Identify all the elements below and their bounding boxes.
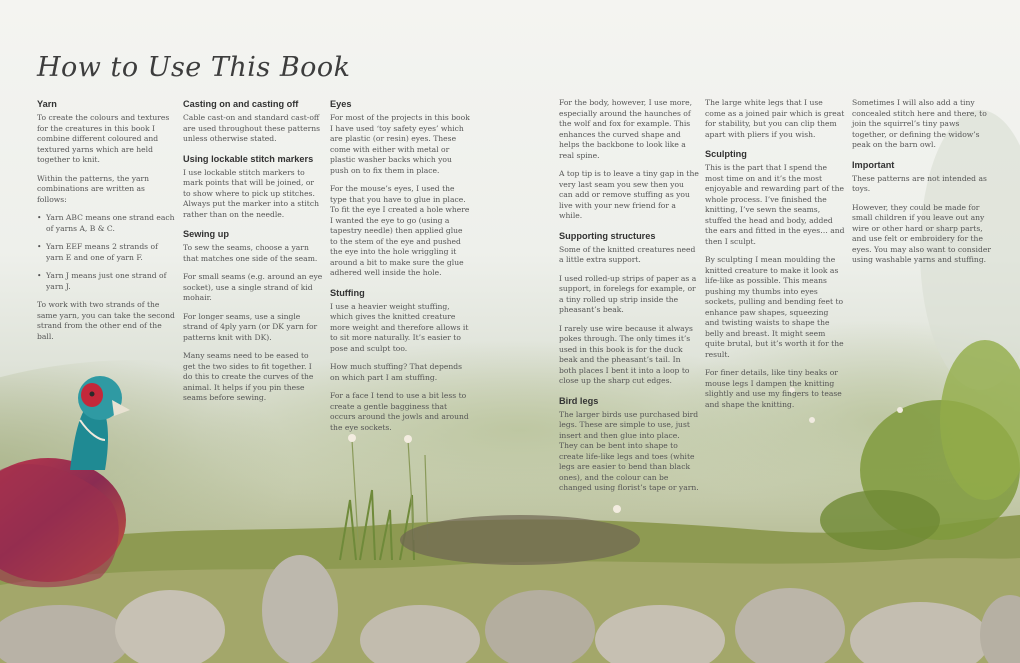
paragraph: However, they could be made for small children if you leave out any wire or other hard or sharp parts, and use felt or embroidery for the eyes. You may also want to consider using washable yarns and stuffing.	[852, 202, 991, 264]
paragraph: For finer details, like tiny beaks or mouse legs I dampen the knitting slightly and use my fingers to tease and shape the knitting.	[705, 368, 842, 409]
bullet-item	[37, 271, 177, 292]
paragraph: I used rolled-up strips of paper as a support, in forelegs for example, or a tiny rolled up strip inside the pheasant’s beak.	[559, 273, 697, 314]
bullet-text: Yarn EEF means 2 strands of yarn E and one of yarn F.	[46, 242, 158, 262]
paragraph: I use a heavier weight stuffing, which gives the knitted creature more weight and therefore allows it to sit more naturally. It’s easier to pose and sculpt too.	[330, 301, 469, 353]
paragraph: Within the patterns, the yarn combinations are written as follows:	[37, 173, 150, 204]
paragraph: These patterns are not intended as toys.	[852, 173, 987, 193]
section-heading: Casting on and casting off	[183, 99, 299, 109]
section-heading: Using lockable stitch markers	[183, 153, 314, 164]
bullet-item	[37, 242, 177, 263]
paragraph: For longer seams, use a single strand of 4ply yarn (or DK yarn for patterns knit with DK).	[183, 311, 318, 342]
text-column-5	[705, 98, 845, 418]
bullet-text: Yarn ABC means one strand each of yarns A, B & C.	[46, 213, 175, 233]
section-heading: Important	[852, 159, 895, 170]
paragraph: To create the colours and textures for the creatures in this book I combine different coloured and textured yarns which are held together to knit.	[37, 113, 170, 164]
section-heading: Stuffing	[330, 287, 365, 298]
paragraph: By sculpting I mean moulding the knitted creature to make it look as life-like as possible. This means pushing my thumbs into eyes sockets, pulling and bending feet to enhance paw shapes, squeezing and twisting waists to shape the belly and breast. It might seem quite brutal, but it’s worth it for the result.	[705, 255, 844, 359]
section-heading: Yarn	[37, 99, 57, 109]
paragraph: The larger birds use purchased bird legs. These are simple to use, just insert and then glue into place. They can be bent into shape to create life-like legs and toes (white legs are easier to bend than black ones), and the colour can be changed using florist’s tape or yarn.	[559, 409, 699, 492]
paragraph: I rarely use wire because it always pokes through. The only times it’s used in this book is for the duck beak and the pheasant’s tail. In both places I bent it into a loop to close up the sharp cut edges.	[559, 323, 693, 385]
bullet-text: Yarn J means just one strand of yarn J.	[46, 271, 167, 291]
paragraph: A top tip is to leave a tiny gap in the very last seam you sew then you can add or remove stuffing as you live with your new friend for a while.	[559, 169, 699, 220]
paragraph: To work with two strands of the same yarn, you can take the second strand from the other end of the ball.	[37, 300, 175, 341]
bullet-dot-icon: •	[37, 271, 42, 280]
paragraph: For a face I tend to use a bit less to create a gentle bagginess that occurs around the jowls and around the eye sockets.	[330, 391, 469, 432]
bullet-dot-icon: •	[37, 213, 42, 222]
bullet-list	[37, 213, 177, 292]
section-heading: Sculpting	[705, 149, 747, 159]
section-heading: Bird legs	[559, 395, 599, 406]
paragraph: Sometimes I will also add a tiny concealed stitch here and there, to join the squirrel’s tiny paws together, or defining the widow’s peak on the barn owl.	[852, 98, 987, 149]
paragraph: How much stuffing? That depends on which part I am stuffing.	[330, 362, 462, 382]
paragraph: Many seams need to be eased to get the two sides to fit together. I do this to create the curves of the animal. It helps if you pin these seams before sewing.	[183, 351, 314, 402]
bullet-item	[37, 213, 177, 234]
text-column-2	[183, 98, 323, 412]
paragraph: I use lockable stitch markers to mark points that will be joined, or to show where to pick up stitches. Always put the marker into a stitch rather than on the needle.	[183, 167, 319, 219]
text-column-4	[559, 98, 699, 502]
paragraph: For most of the projects in this book I have used ‘toy safety eyes’ which are plastic (or resin) eyes. These come with either with metal or plastic washer backs which you push on to fix them in place.	[330, 113, 470, 175]
paragraph: To sew the seams, choose a yarn that matches one side of the seam.	[183, 243, 318, 263]
paragraph: Cable cast-on and standard cast-off are used throughout these patterns unless otherwise stated.	[183, 113, 320, 143]
paragraph: The large white legs that I use come as a joined pair which is great for stability, but you can clip them apart with pliers if you wish.	[705, 98, 845, 139]
bullet-dot-icon: •	[37, 242, 42, 251]
paragraph: For small seams (e.g. around an eye socket), use a single strand of kid mohair.	[183, 272, 323, 302]
text-column-3	[330, 98, 470, 441]
paragraph: For the body, however, I use more, especially around the haunches of the wolf and fox for example. This enhances the curved shape and helps the backbone to look like a real spine.	[559, 98, 693, 160]
text-column-6	[852, 98, 992, 274]
text-column-1	[37, 98, 177, 350]
page-title: How to Use This Book	[37, 52, 351, 83]
paragraph: For the mouse’s eyes, I used the type that you have to glue in place. To fit the eye I created a hole where I wanted the eye to go (using a tapestry needle) then applied glue to the stem of the eye and pushed the eye into the hole wriggling it around a bit to make sure the glue adhered well inside the hole.	[330, 184, 470, 277]
section-heading: Eyes	[330, 99, 352, 109]
section-heading: Sewing up	[183, 229, 229, 239]
section-heading: Supporting structures	[559, 230, 656, 241]
paragraph: Some of the knitted creatures need a little extra support.	[559, 244, 696, 264]
paragraph: This is the part that I spend the most time on and it’s the most enjoyable and rewarding part of the whole process. I’ve finished the knitting, I’ve sewn the seams, stuffed the head and body, added the ears and fitted in the eyes… and then I sculpt.	[705, 163, 845, 246]
